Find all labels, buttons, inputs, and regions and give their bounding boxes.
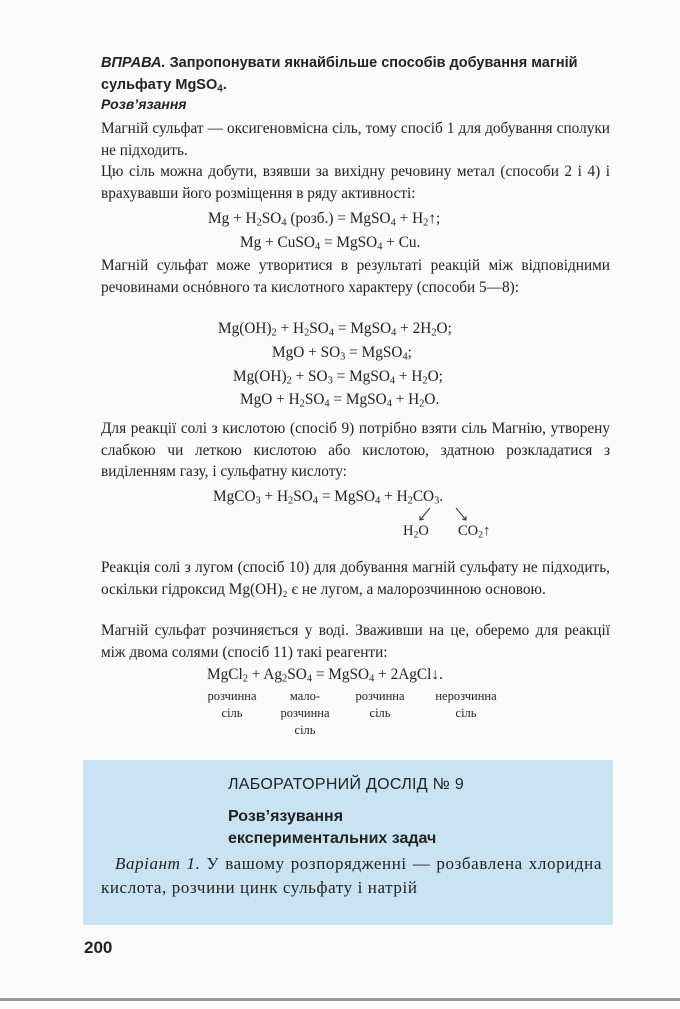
caption-3 [344, 688, 416, 722]
exercise-label: ВПРАВА. [101, 55, 166, 71]
caption-2-line3: сіль [294, 723, 316, 737]
equation-mgoh2-h2so4: $Mg(OH)_2 + H_2SO_4$ = MgSO$_4$ + $2H_2O$; [218, 320, 452, 339]
lab-variant-text [101, 852, 602, 900]
exercise-text: Запропонувати якнайбільше способів добування магній сульфату MgSO [101, 55, 578, 93]
equation-mgcl2-ag2so4: MgCl$_2$ + $Ag_2SO_4$ = MgSO$_4$ + 2AgCl↓. [207, 666, 443, 685]
caption-3-line1: розчинна [355, 689, 405, 703]
equation-mgo-so3: MgO + $SO_3$ = MgSO$_4$; [272, 344, 412, 363]
caption-4-line2: сіль [455, 706, 477, 720]
equation-mgoh2-so3: $Mg(OH)_2 + SO_3$ = MgSO$_4$ + $H_2O$; [233, 368, 443, 387]
caption-4-line1: нерозчинна [435, 689, 497, 703]
paragraph-3: Магній сульфат може утворитися в результаті реакцій між відповідними речовинами оснóвного та кислотного характеру (способи 5—8): [101, 257, 610, 296]
page-number: 200 [84, 938, 113, 957]
caption-4 [421, 688, 511, 722]
caption-3-line2: сіль [369, 706, 391, 720]
bottom-rule [0, 998, 680, 1001]
arrow-left [420, 508, 430, 520]
lab-variant-body: У вашому розпорядженні — розбавлена хлоридна кислота, розчини цинк сульфату і натрій [101, 854, 602, 897]
paragraph-6: Магній сульфат розчиняється у воді. Зваживши на це, оберемо для реакції між двома солями (спосіб 11) такі реагенти: [101, 622, 610, 661]
lab-subtitle-line2: експериментальних задач [228, 830, 437, 847]
paragraph-4: Для реакції солі з кислотою (спосіб 9) потрібно взяти сіль Магнію, утворену слабкою чи леткою кислотою або кислотою, здатною розкладатися з виділенням газу, і сульфатну кислоту: [101, 420, 610, 480]
paragraph-1: Магній сульфат — оксигеновмісна сіль, тому спосіб 1 для добування сполуки не підходить. [101, 120, 610, 159]
caption-2 [270, 688, 340, 739]
decomp-co2: $CO_2↑$ [458, 523, 491, 541]
decomp-water: $H_2O$ [403, 523, 429, 541]
lab-subtitle [228, 806, 436, 850]
paragraph-2: Цю сіль можна добути, взявши за вихідну речовину метал (способи 2 і 4) і врахувавши його розміщення в ряду активності: [101, 163, 610, 202]
caption-1 [196, 688, 268, 722]
lab-subtitle-line1: Розв’язування [228, 808, 344, 825]
caption-1-line1: розчинна [207, 689, 257, 703]
exercise-end: . [222, 77, 227, 93]
paragraph-5: Реакція солі з лугом (спосіб 10) для добування магній сульфату не підходить, оскільки гідроксид Mg(OH)₂ є не лугом, а малорозчинною основою. [101, 559, 610, 598]
equation-mg-h2so4: $Mg + H_2SO_4$ (розб.) = MgSO$_4$ + $H_2↑$; [208, 210, 441, 229]
exercise-statement [101, 52, 621, 96]
equation-mgo-h2so4: MgO + $H_2SO_4$ = MgSO$_4$ + $H_2O$. [240, 391, 440, 410]
caption-2-line1: мало- [289, 689, 321, 703]
lab-variant-label: Варіант 1. [115, 854, 201, 873]
equation-mg-cuso4: Mg + CuSO$_4$ = MgSO$_4$ + Cu. [240, 234, 421, 253]
arrow-right [456, 508, 466, 520]
lab-title: ЛАБОРАТОРНИЙ ДОСЛІД № 9 [228, 776, 465, 793]
equation-mgco3-h2so4: MgCO$_3$ + $H_2SO_4$ = MgSO$_4$ + $H_2CO_3$. [213, 488, 444, 507]
caption-2-line2: розчинна [280, 706, 330, 720]
decomposition-arrows [400, 506, 480, 524]
caption-1-line2: сіль [221, 706, 243, 720]
exercise-sub: 4 [217, 83, 223, 95]
solution-heading: Розв’язання [101, 96, 187, 112]
